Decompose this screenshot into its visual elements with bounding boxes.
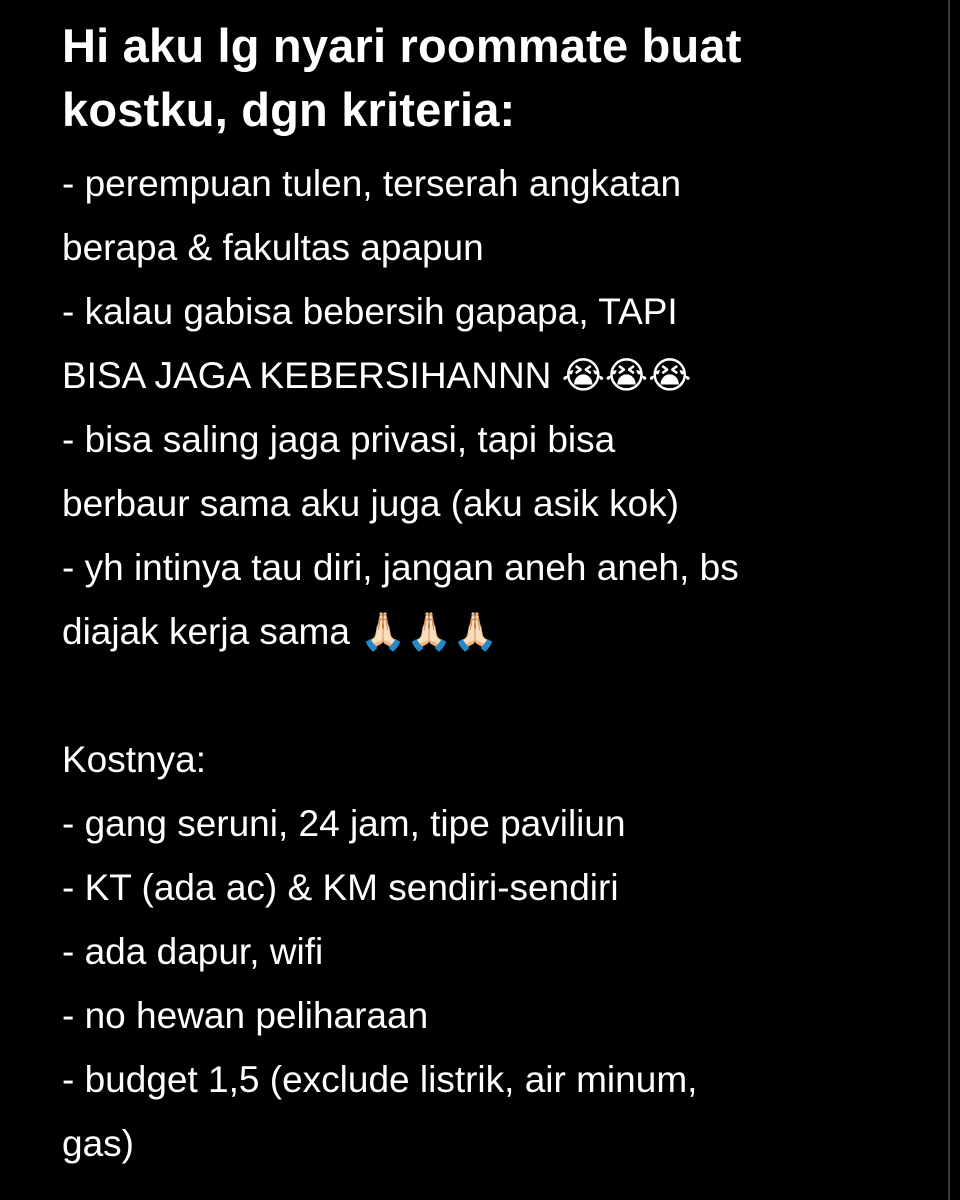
kost-section [62,728,922,1176]
criteria-line: berbaur sama aku juga (aku asik kok) [62,483,679,524]
kost-line: gas) [62,1123,134,1164]
scrollbar[interactable] [948,0,950,1200]
kost-line: - KT (ada ac) & KM sendiri-sendiri [62,867,619,908]
criteria-line: diajak kerja sama 🙏🏻🙏🏻🙏🏻 [62,611,499,652]
criteria-list [62,152,922,664]
note-title-line: kostku, dgn kriteria: [62,83,516,136]
criteria-line: BISA JAGA KEBERSIHANNN 😭😭😭 [62,355,692,396]
criteria-line: - yh intinya tau diri, jangan aneh aneh, bs [62,547,739,588]
note-title-line: Hi aku lg nyari roommate buat [62,19,742,72]
kost-heading: Kostnya: [62,739,206,780]
criteria-line: - perempuan tulen, terserah angkatan [62,163,682,204]
criteria-line: berapa & fakultas apapun [62,227,484,268]
kost-line: - budget 1,5 (exclude listrik, air minum, [62,1059,698,1100]
criteria-line: - bisa saling jaga privasi, tapi bisa [62,419,616,460]
note-content [62,14,922,1176]
criteria-line: - kalau gabisa bebersih gapapa, TAPI [62,291,678,332]
note-title [62,14,922,142]
blank-line [62,664,922,728]
kost-line: - gang seruni, 24 jam, tipe paviliun [62,803,626,844]
kost-line: - no hewan peliharaan [62,995,429,1036]
kost-line: - ada dapur, wifi [62,931,324,972]
